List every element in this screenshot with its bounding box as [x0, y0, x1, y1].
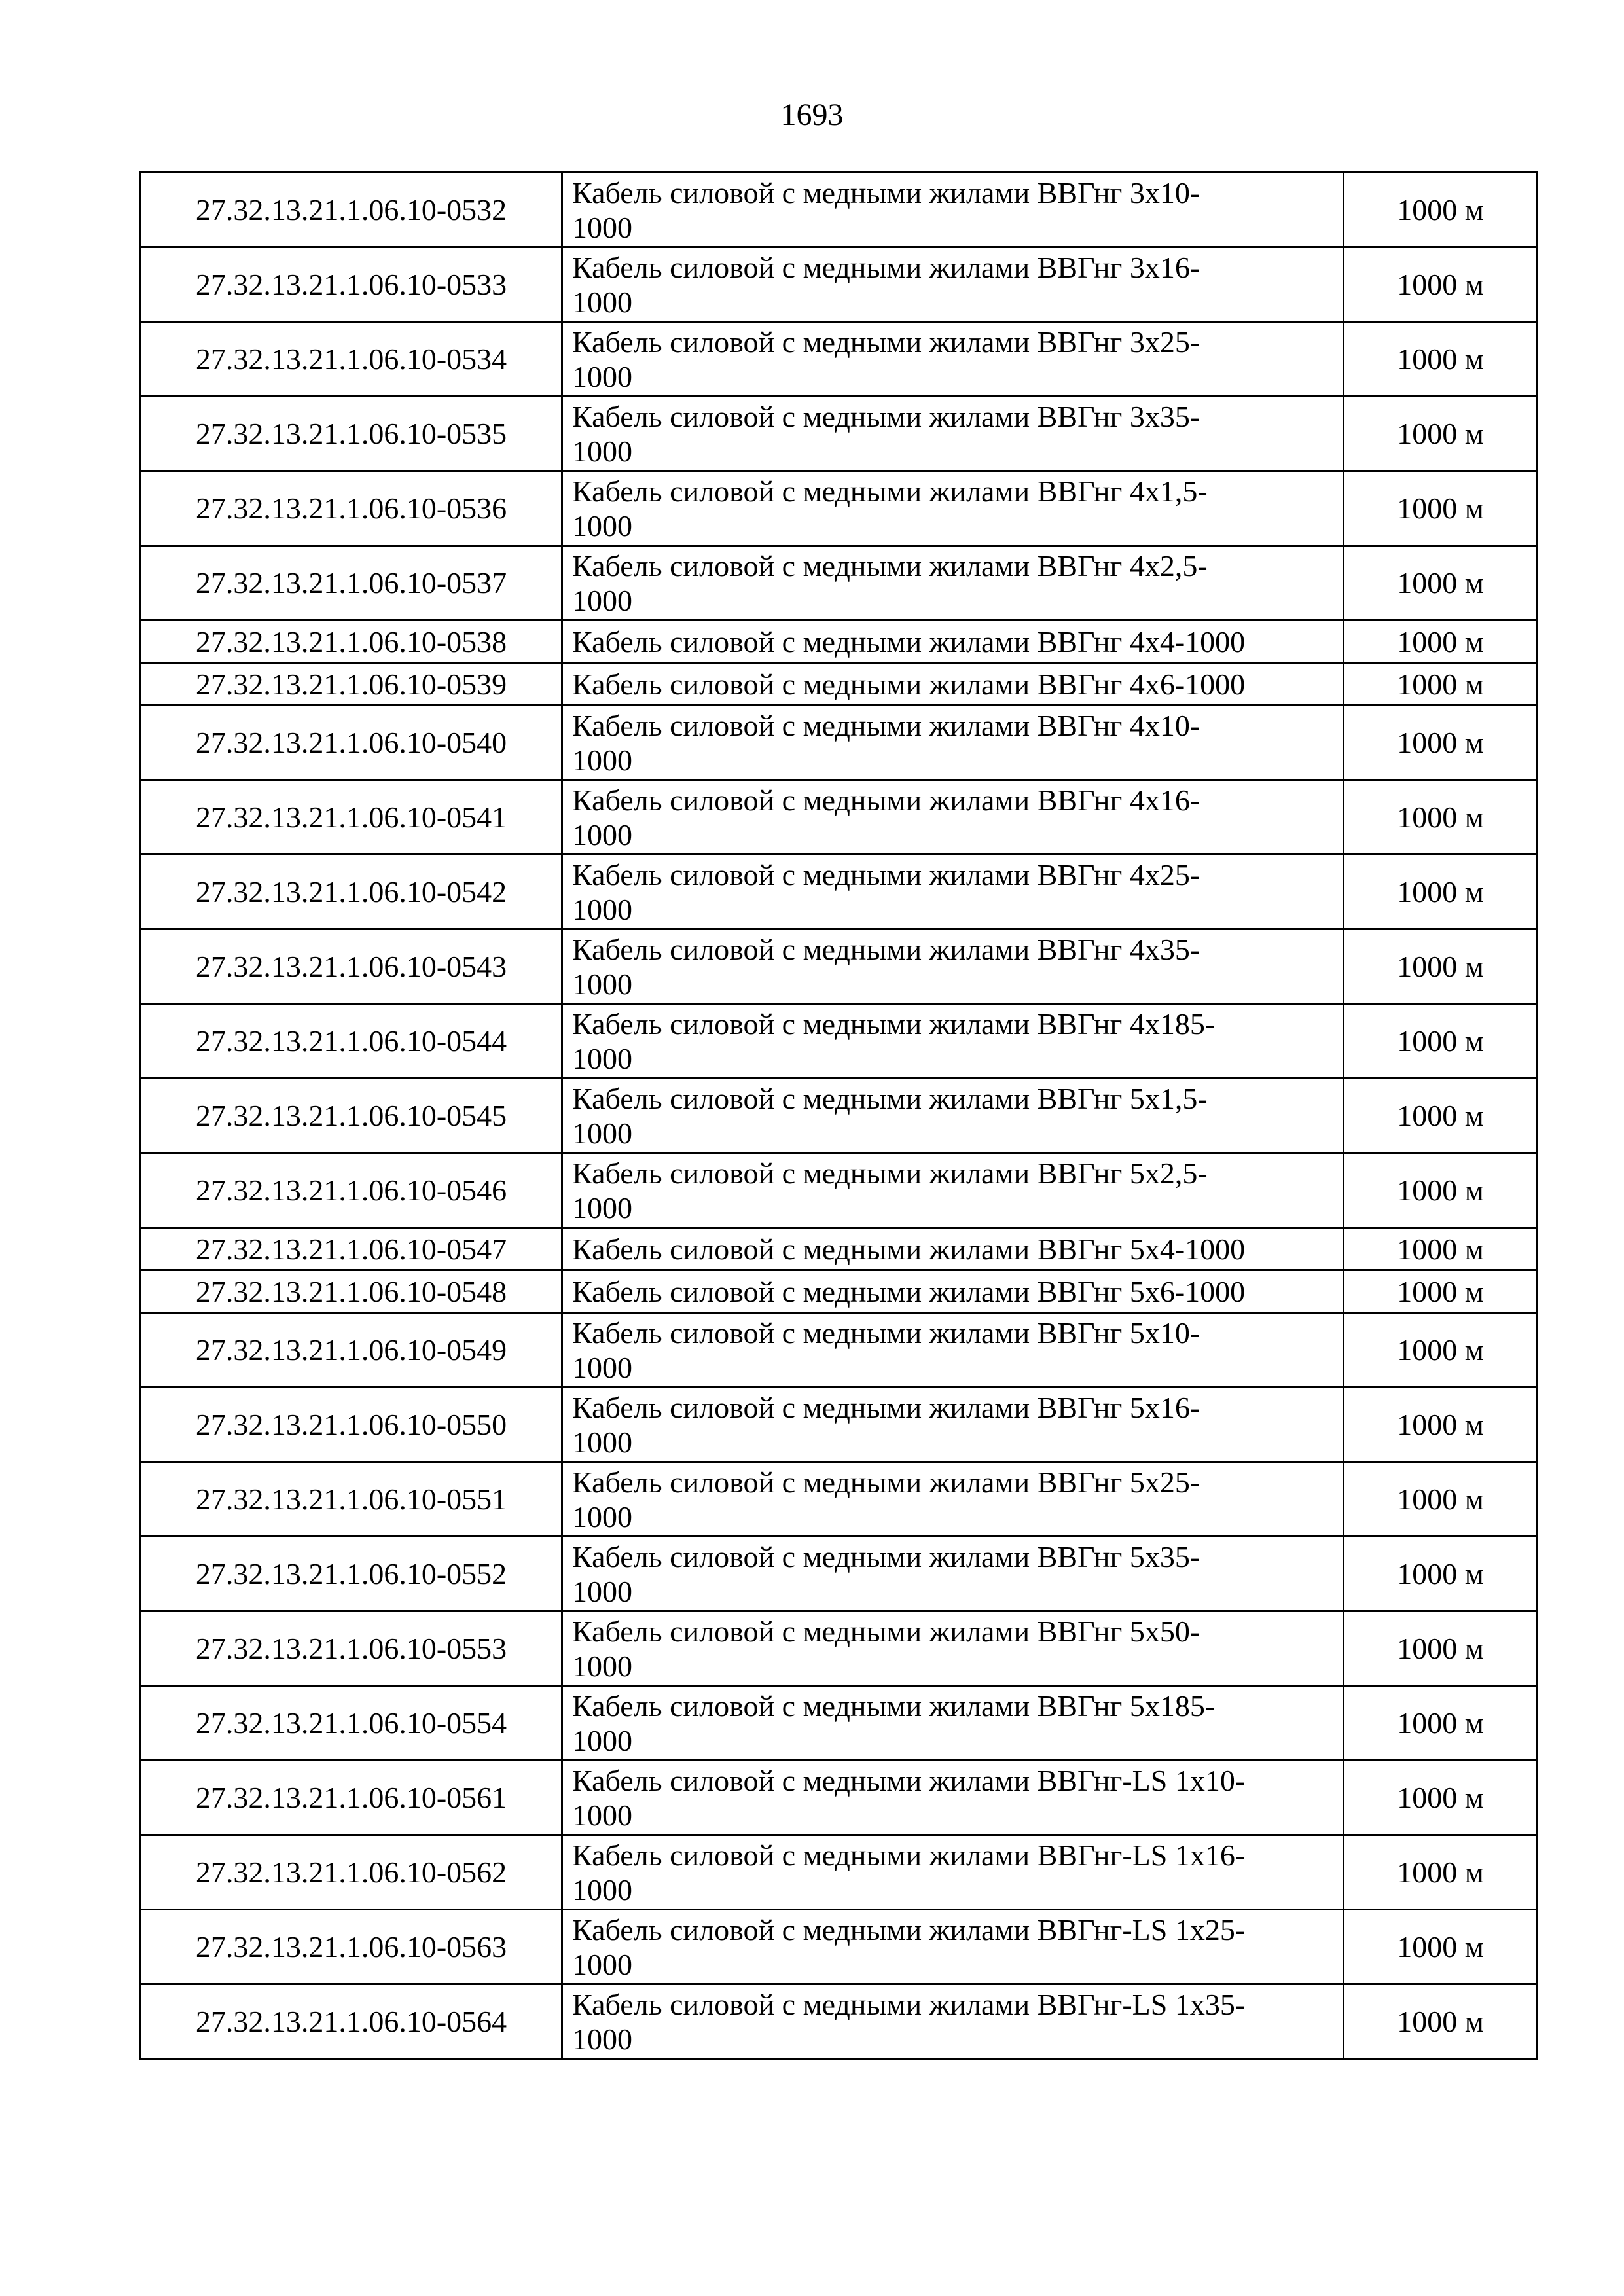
resource-code-cell: 27.32.13.21.1.06.10-0561: [141, 1761, 562, 1835]
resource-name-line: Кабель силовой с медными жилами ВВГнг-LS 1x16-: [572, 1838, 1246, 1872]
resource-code-cell: 27.32.13.21.1.06.10-0543: [141, 929, 562, 1004]
resource-name-cell: [562, 855, 1344, 929]
resource-code-cell: 27.32.13.21.1.06.10-0551: [141, 1462, 562, 1537]
resource-name-line: Кабель силовой с медными жилами ВВГнг 5x16-: [572, 1390, 1200, 1424]
unit-cell: 1000 м: [1344, 1388, 1538, 1462]
resource-name-cell: [562, 780, 1344, 855]
unit-cell: 1000 м: [1344, 1835, 1538, 1910]
resource-name-line: 1000: [572, 967, 632, 1001]
resource-name-cell: [562, 706, 1344, 780]
resource-name-cell: [562, 1313, 1344, 1388]
table-row: [141, 247, 1538, 322]
resource-code-cell: 27.32.13.21.1.06.10-0541: [141, 780, 562, 855]
table-row: [141, 1984, 1538, 2059]
resource-name-line: Кабель силовой с медными жилами ВВГнг 3x10-: [572, 175, 1200, 209]
resource-code-cell: 27.32.13.21.1.06.10-0537: [141, 546, 562, 620]
resource-code-cell: 27.32.13.21.1.06.10-0533: [141, 247, 562, 322]
resource-name-line: 1000: [572, 1499, 632, 1534]
resource-name-line: 1000: [572, 359, 632, 393]
resource-name-line: 1000: [572, 892, 632, 926]
resource-code-cell: 27.32.13.21.1.06.10-0540: [141, 706, 562, 780]
resource-name-line: 1000: [572, 1723, 632, 1757]
resource-code-cell: 27.32.13.21.1.06.10-0550: [141, 1388, 562, 1462]
resource-name-cell: [562, 1153, 1344, 1228]
page-number: 1693: [780, 98, 844, 132]
unit-cell: 1000 м: [1344, 1228, 1538, 1270]
unit-cell: 1000 м: [1344, 322, 1538, 397]
resource-name-line: Кабель силовой с медными жилами ВВГнг 5x10-: [572, 1316, 1200, 1350]
table-row: [141, 1537, 1538, 1611]
unit-cell: 1000 м: [1344, 780, 1538, 855]
resource-code-cell: 27.32.13.21.1.06.10-0536: [141, 471, 562, 546]
resource-name-cell: [562, 1910, 1344, 1984]
resource-name-line: Кабель силовой с медными жилами ВВГнг 4x2,5-: [572, 548, 1208, 583]
unit-cell: 1000 м: [1344, 1611, 1538, 1686]
resource-name-cell: [562, 620, 1344, 663]
resource-code-cell: 27.32.13.21.1.06.10-0564: [141, 1984, 562, 2059]
resource-table: [139, 171, 1538, 2060]
resource-code-cell: 27.32.13.21.1.06.10-0547: [141, 1228, 562, 1270]
resource-name-line: 1000: [572, 1798, 632, 1832]
table-body: [141, 173, 1538, 2059]
resource-code-cell: 27.32.13.21.1.06.10-0534: [141, 322, 562, 397]
unit-cell: 1000 м: [1344, 855, 1538, 929]
resource-name-cell: [562, 546, 1344, 620]
resource-name-line: Кабель силовой с медными жилами ВВГнг 5x6-1000: [572, 1274, 1246, 1308]
resource-name-line: 1000: [572, 1947, 632, 1981]
unit-cell: 1000 м: [1344, 1313, 1538, 1388]
resource-name-line: Кабель силовой с медными жилами ВВГнг 3x35-: [572, 399, 1200, 433]
unit-cell: 1000 м: [1344, 1761, 1538, 1835]
resource-name-line: 1000: [572, 817, 632, 852]
unit-cell: 1000 м: [1344, 1079, 1538, 1153]
resource-name-line: Кабель силовой с медными жилами ВВГнг 4x35-: [572, 932, 1200, 966]
table-row: [141, 1153, 1538, 1228]
resource-name-cell: [562, 1228, 1344, 1270]
resource-name-cell: [562, 1270, 1344, 1313]
table-row: [141, 1835, 1538, 1910]
unit-cell: 1000 м: [1344, 1984, 1538, 2059]
table-row: [141, 1313, 1538, 1388]
resource-code-cell: 27.32.13.21.1.06.10-0544: [141, 1004, 562, 1079]
unit-cell: 1000 м: [1344, 471, 1538, 546]
unit-cell: 1000 м: [1344, 546, 1538, 620]
resource-name-cell: [562, 1611, 1344, 1686]
resource-name-cell: [562, 397, 1344, 471]
resource-name-line: 1000: [572, 1116, 632, 1150]
resource-name-cell: [562, 1761, 1344, 1835]
resource-name-cell: [562, 1835, 1344, 1910]
unit-cell: 1000 м: [1344, 1537, 1538, 1611]
resource-code-cell: 27.32.13.21.1.06.10-0538: [141, 620, 562, 663]
table-row: [141, 663, 1538, 706]
resource-name-line: 1000: [572, 1574, 632, 1608]
unit-cell: 1000 м: [1344, 929, 1538, 1004]
unit-cell: 1000 м: [1344, 620, 1538, 663]
resource-name-line: Кабель силовой с медными жилами ВВГнг 5x50-: [572, 1614, 1200, 1648]
resource-name-line: Кабель силовой с медными жилами ВВГнг-LS 1x35-: [572, 1987, 1246, 2021]
resource-name-line: Кабель силовой с медными жилами ВВГнг 4x4-1000: [572, 624, 1246, 658]
resource-name-line: 1000: [572, 210, 632, 244]
resource-code-cell: 27.32.13.21.1.06.10-0539: [141, 663, 562, 706]
resource-code-cell: 27.32.13.21.1.06.10-0532: [141, 173, 562, 247]
table-row: [141, 706, 1538, 780]
resource-name-line: Кабель силовой с медными жилами ВВГнг 5x1,5-: [572, 1081, 1208, 1115]
resource-name-line: 1000: [572, 1350, 632, 1384]
unit-cell: 1000 м: [1344, 1004, 1538, 1079]
resource-name-line: Кабель силовой с медными жилами ВВГнг 5x25-: [572, 1465, 1200, 1499]
table-row: [141, 322, 1538, 397]
resource-name-line: Кабель силовой с медными жилами ВВГнг 5x2,5-: [572, 1156, 1208, 1190]
resource-code-cell: 27.32.13.21.1.06.10-0563: [141, 1910, 562, 1984]
resource-name-line: 1000: [572, 1191, 632, 1225]
table-row: [141, 1270, 1538, 1313]
resource-name-line: Кабель силовой с медными жилами ВВГнг 4x16-: [572, 783, 1200, 817]
resource-name-line: Кабель силовой с медными жилами ВВГнг 4x185-: [572, 1007, 1216, 1041]
resource-name-line: Кабель силовой с медными жилами ВВГнг 4x10-: [572, 708, 1200, 742]
resource-name-line: 1000: [572, 1873, 632, 1907]
resource-name-line: 1000: [572, 1649, 632, 1683]
table-row: [141, 1004, 1538, 1079]
resource-code-cell: 27.32.13.21.1.06.10-0548: [141, 1270, 562, 1313]
resource-name-line: Кабель силовой с медными жилами ВВГнг 5x35-: [572, 1539, 1200, 1573]
table-row: [141, 1910, 1538, 1984]
resource-name-cell: [562, 1004, 1344, 1079]
unit-cell: 1000 м: [1344, 706, 1538, 780]
resource-name-line: Кабель силовой с медными жилами ВВГнг 4x25-: [572, 857, 1200, 891]
resource-code-cell: 27.32.13.21.1.06.10-0545: [141, 1079, 562, 1153]
resource-name-line: 1000: [572, 583, 632, 617]
resource-name-cell: [562, 1537, 1344, 1611]
resource-code-cell: 27.32.13.21.1.06.10-0542: [141, 855, 562, 929]
resource-name-line: Кабель силовой с медными жилами ВВГнг 5x185-: [572, 1689, 1216, 1723]
resource-code-cell: 27.32.13.21.1.06.10-0562: [141, 1835, 562, 1910]
resource-code-cell: 27.32.13.21.1.06.10-0546: [141, 1153, 562, 1228]
resource-name-line: Кабель силовой с медными жилами ВВГнг 3x25-: [572, 325, 1200, 359]
table-row: [141, 1761, 1538, 1835]
table-row: [141, 620, 1538, 663]
table-row: [141, 1462, 1538, 1537]
resource-name-cell: [562, 1462, 1344, 1537]
unit-cell: 1000 м: [1344, 173, 1538, 247]
table-row: [141, 855, 1538, 929]
resource-name-line: 1000: [572, 1425, 632, 1459]
resource-name-line: 1000: [572, 285, 632, 319]
resource-name-cell: [562, 1984, 1344, 2059]
resource-name-cell: [562, 929, 1344, 1004]
resource-name-line: Кабель силовой с медными жилами ВВГнг 4x1,5-: [572, 474, 1208, 508]
table-row: [141, 397, 1538, 471]
table-row: [141, 546, 1538, 620]
table-row: [141, 1079, 1538, 1153]
resource-name-line: 1000: [572, 434, 632, 468]
resource-name-cell: [562, 173, 1344, 247]
unit-cell: 1000 м: [1344, 1910, 1538, 1984]
resource-code-cell: 27.32.13.21.1.06.10-0549: [141, 1313, 562, 1388]
unit-cell: 1000 м: [1344, 247, 1538, 322]
resource-name-cell: [562, 471, 1344, 546]
resource-name-line: Кабель силовой с медными жилами ВВГнг 5x4-1000: [572, 1232, 1246, 1266]
resource-name-cell: [562, 663, 1344, 706]
table-row: [141, 1388, 1538, 1462]
unit-cell: 1000 м: [1344, 1270, 1538, 1313]
table-row: [141, 1228, 1538, 1270]
resource-name-cell: [562, 1686, 1344, 1761]
resource-name-cell: [562, 247, 1344, 322]
unit-cell: 1000 м: [1344, 397, 1538, 471]
unit-cell: 1000 м: [1344, 663, 1538, 706]
table-row: [141, 929, 1538, 1004]
table-row: [141, 780, 1538, 855]
resource-name-cell: [562, 1388, 1344, 1462]
resource-name-line: Кабель силовой с медными жилами ВВГнг-LS 1x25-: [572, 1912, 1246, 1946]
unit-cell: 1000 м: [1344, 1462, 1538, 1537]
resource-name-line: Кабель силовой с медными жилами ВВГнг 3x16-: [572, 250, 1200, 284]
resource-code-cell: 27.32.13.21.1.06.10-0552: [141, 1537, 562, 1611]
resource-name-line: Кабель силовой с медными жилами ВВГнг 4x6-1000: [572, 667, 1246, 701]
resource-name-line: Кабель силовой с медными жилами ВВГнг-LS 1x10-: [572, 1763, 1246, 1797]
table-row: [141, 471, 1538, 546]
resource-code-cell: 27.32.13.21.1.06.10-0554: [141, 1686, 562, 1761]
resource-name-line: 1000: [572, 509, 632, 543]
unit-cell: 1000 м: [1344, 1153, 1538, 1228]
resource-name-line: 1000: [572, 2022, 632, 2056]
table-row: [141, 173, 1538, 247]
resource-code-cell: 27.32.13.21.1.06.10-0553: [141, 1611, 562, 1686]
table-row: [141, 1611, 1538, 1686]
resource-name-line: 1000: [572, 1041, 632, 1075]
resource-name-line: 1000: [572, 743, 632, 777]
unit-cell: 1000 м: [1344, 1686, 1538, 1761]
resource-name-cell: [562, 1079, 1344, 1153]
resource-code-cell: 27.32.13.21.1.06.10-0535: [141, 397, 562, 471]
table-row: [141, 1686, 1538, 1761]
resource-name-cell: [562, 322, 1344, 397]
